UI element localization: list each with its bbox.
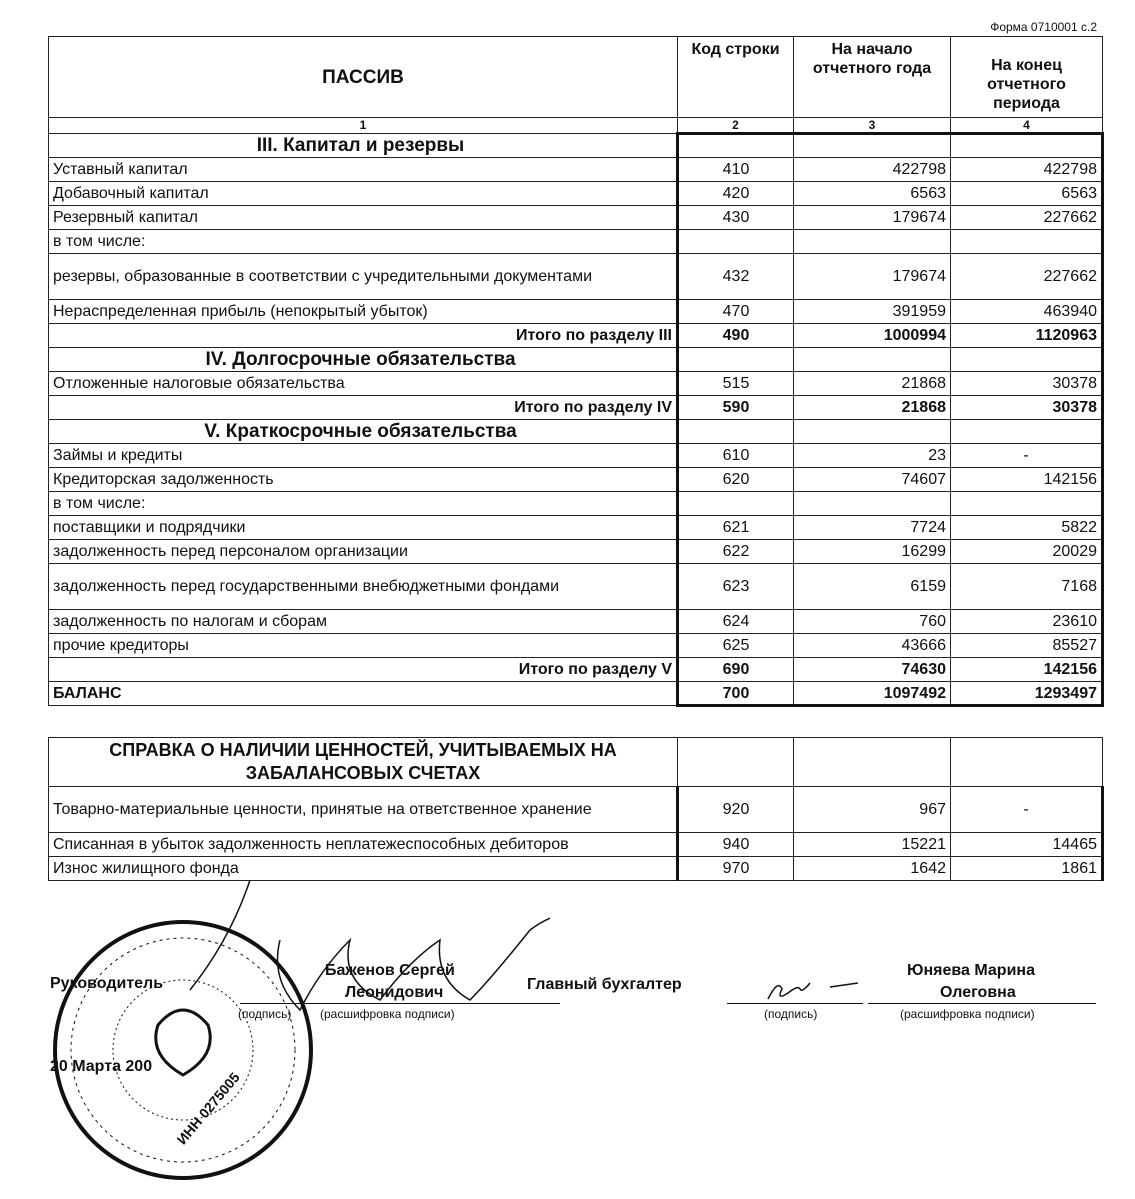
accountant-name-line2: Олеговна (940, 984, 1016, 1001)
row-label: Кредиторская задолженность (49, 468, 678, 492)
table-row (49, 516, 1103, 540)
row-end-value: 14465 (951, 833, 1103, 857)
table-row (49, 634, 1103, 658)
row-code: 970 (678, 857, 794, 881)
section-title: V. Краткосрочные обязательства (49, 420, 678, 444)
row-label: Итого по разделу IV (49, 396, 678, 420)
row-code: 515 (678, 372, 794, 396)
column-numbers-row (49, 118, 1103, 134)
row-start-value: 21868 (794, 372, 951, 396)
row-code: 700 (678, 682, 794, 706)
row-start-value: 43666 (794, 634, 951, 658)
stamp-inn: ИНН 0275005 (173, 1069, 243, 1148)
col-number: 4 (951, 118, 1103, 134)
row-label: Нераспределенная прибыль (непокрытый убыток) (49, 300, 678, 324)
accountant-signature-caption: (подпись) (764, 1007, 818, 1021)
section-header-row (49, 348, 1103, 372)
row-start-value: 1000994 (794, 324, 951, 348)
row-start-value: 6563 (794, 182, 951, 206)
row-end-value: 1861 (951, 857, 1103, 881)
table-row (49, 158, 1103, 182)
row-code: 470 (678, 300, 794, 324)
row-end-value: 6563 (951, 182, 1103, 206)
row-code: 622 (678, 540, 794, 564)
balance-table (48, 36, 1104, 707)
row-label: Износ жилищного фонда (49, 857, 678, 881)
col-number: 2 (678, 118, 794, 134)
row-start-value: 967 (794, 787, 951, 833)
row-start-value: 179674 (794, 206, 951, 230)
row-end-value: 5822 (951, 516, 1103, 540)
row-start-value: 21868 (794, 396, 951, 420)
row-code: 610 (678, 444, 794, 468)
row-label: в том числе: (49, 492, 678, 516)
table-row (49, 787, 1103, 833)
row-code: 940 (678, 833, 794, 857)
header-end-of-period: На конец отчетного периода (951, 37, 1103, 118)
table-row (49, 254, 1103, 300)
row-end-value: 30378 (951, 396, 1103, 420)
signature-date: 20 Марта 200 (50, 1058, 153, 1075)
row-end-value: 463940 (951, 300, 1103, 324)
table-row (49, 833, 1103, 857)
row-code: 420 (678, 182, 794, 206)
row-start-value: 422798 (794, 158, 951, 182)
row-end-value: 1120963 (951, 324, 1103, 348)
off-balance-table (48, 737, 1104, 881)
row-code: 623 (678, 564, 794, 610)
row-label: Добавочный капитал (49, 182, 678, 206)
row-end-value: - (951, 444, 1103, 468)
row-code: 410 (678, 158, 794, 182)
row-end-value: 227662 (951, 254, 1103, 300)
header-start-of-year: На начало отчетного года (794, 37, 951, 118)
row-code: 490 (678, 324, 794, 348)
row-label: задолженность перед государственными внебюджетными фондами (49, 564, 678, 610)
accountant-signature-icon (760, 975, 870, 1005)
table-row (49, 564, 1103, 610)
row-label: Товарно-материальные ценности, принятые на ответственное хранение (49, 787, 678, 833)
table-row (49, 206, 1103, 230)
row-label: БАЛАНС (49, 682, 678, 706)
row-code: 620 (678, 468, 794, 492)
row-label: Отложенные налоговые обязательства (49, 372, 678, 396)
row-code: 624 (678, 610, 794, 634)
balance-total-row (49, 682, 1103, 706)
table-row (49, 372, 1103, 396)
table-row (49, 230, 1103, 254)
section-title: III. Капитал и резервы (49, 134, 678, 158)
row-code: 621 (678, 516, 794, 540)
header-liabilities: ПАССИВ (49, 37, 678, 118)
table-row (49, 182, 1103, 206)
accountant-label: Главный бухгалтер (527, 976, 682, 993)
row-start-value: 23 (794, 444, 951, 468)
head-label: Руководитель (50, 975, 164, 992)
header-row (49, 37, 1103, 118)
form-code: Форма 0710001 с.2 (990, 20, 1097, 34)
section-total-row (49, 324, 1103, 348)
section-total-row (49, 658, 1103, 682)
row-code: 625 (678, 634, 794, 658)
row-end-value: 422798 (951, 158, 1103, 182)
col-number: 1 (49, 118, 678, 134)
table-row (49, 610, 1103, 634)
table-row (49, 300, 1103, 324)
table-row (49, 444, 1103, 468)
row-start-value: 74607 (794, 468, 951, 492)
table-row (49, 468, 1103, 492)
accountant-name-line1: Юняева Марина (907, 962, 1035, 979)
off-balance-header-row (49, 738, 1103, 787)
row-code: 590 (678, 396, 794, 420)
accountant-decode-caption: (расшифровка подписи) (900, 1007, 1035, 1021)
row-end-value: 227662 (951, 206, 1103, 230)
header-line-code: Код строки (678, 37, 794, 118)
row-start-value: 1097492 (794, 682, 951, 706)
row-end-value: 23610 (951, 610, 1103, 634)
row-end-value: 20029 (951, 540, 1103, 564)
off-balance-title: СПРАВКА О НАЛИЧИИ ЦЕННОСТЕЙ, УЧИТЫВАЕМЫХ НА ЗАБАЛАНСОВЫХ СЧЕТАХ (49, 738, 678, 787)
row-start-value: 74630 (794, 658, 951, 682)
row-start-value: 15221 (794, 833, 951, 857)
head-name-line1: Баженов Сергей (325, 962, 455, 979)
accountant-name-line (868, 1003, 1096, 1004)
row-start-value: 1642 (794, 857, 951, 881)
row-label: Уставный капитал (49, 158, 678, 182)
head-decode-caption: (расшифровка подписи) (320, 1007, 455, 1021)
section-title: IV. Долгосрочные обязательства (49, 348, 678, 372)
row-code: 432 (678, 254, 794, 300)
row-end-value: 85527 (951, 634, 1103, 658)
row-start-value: 760 (794, 610, 951, 634)
row-label: прочие кредиторы (49, 634, 678, 658)
table-row (49, 540, 1103, 564)
row-start-value: 179674 (794, 254, 951, 300)
table-row (49, 492, 1103, 516)
row-label: резервы, образованные в соответствии с учредительными документами (49, 254, 678, 300)
row-start-value: 16299 (794, 540, 951, 564)
row-label: задолженность по налогам и сборам (49, 610, 678, 634)
row-code: 920 (678, 787, 794, 833)
row-label: Резервный капитал (49, 206, 678, 230)
col-number: 3 (794, 118, 951, 134)
row-start-value: 7724 (794, 516, 951, 540)
section-header-row (49, 134, 1103, 158)
section-total-row (49, 396, 1103, 420)
row-end-value: 1293497 (951, 682, 1103, 706)
row-label: поставщики и подрядчики (49, 516, 678, 540)
row-end-value: - (951, 787, 1103, 833)
table-row (49, 857, 1103, 881)
row-end-value: 142156 (951, 468, 1103, 492)
row-label: Итого по разделу III (49, 324, 678, 348)
row-end-value: 7168 (951, 564, 1103, 610)
row-label: Займы и кредиты (49, 444, 678, 468)
row-start-value: 391959 (794, 300, 951, 324)
row-code: 690 (678, 658, 794, 682)
row-end-value: 142156 (951, 658, 1103, 682)
row-label: задолженность перед персоналом организации (49, 540, 678, 564)
head-name-line2: Леонидович (345, 984, 444, 1001)
row-label: Списанная в убыток задолженность неплатежеспособных дебиторов (49, 833, 678, 857)
row-code: 430 (678, 206, 794, 230)
head-signature-caption: (подпись) (238, 1007, 292, 1021)
row-label: в том числе: (49, 230, 678, 254)
row-end-value: 30378 (951, 372, 1103, 396)
head-signature-icon (130, 880, 550, 1020)
row-start-value: 6159 (794, 564, 951, 610)
row-label: Итого по разделу V (49, 658, 678, 682)
section-header-row (49, 420, 1103, 444)
